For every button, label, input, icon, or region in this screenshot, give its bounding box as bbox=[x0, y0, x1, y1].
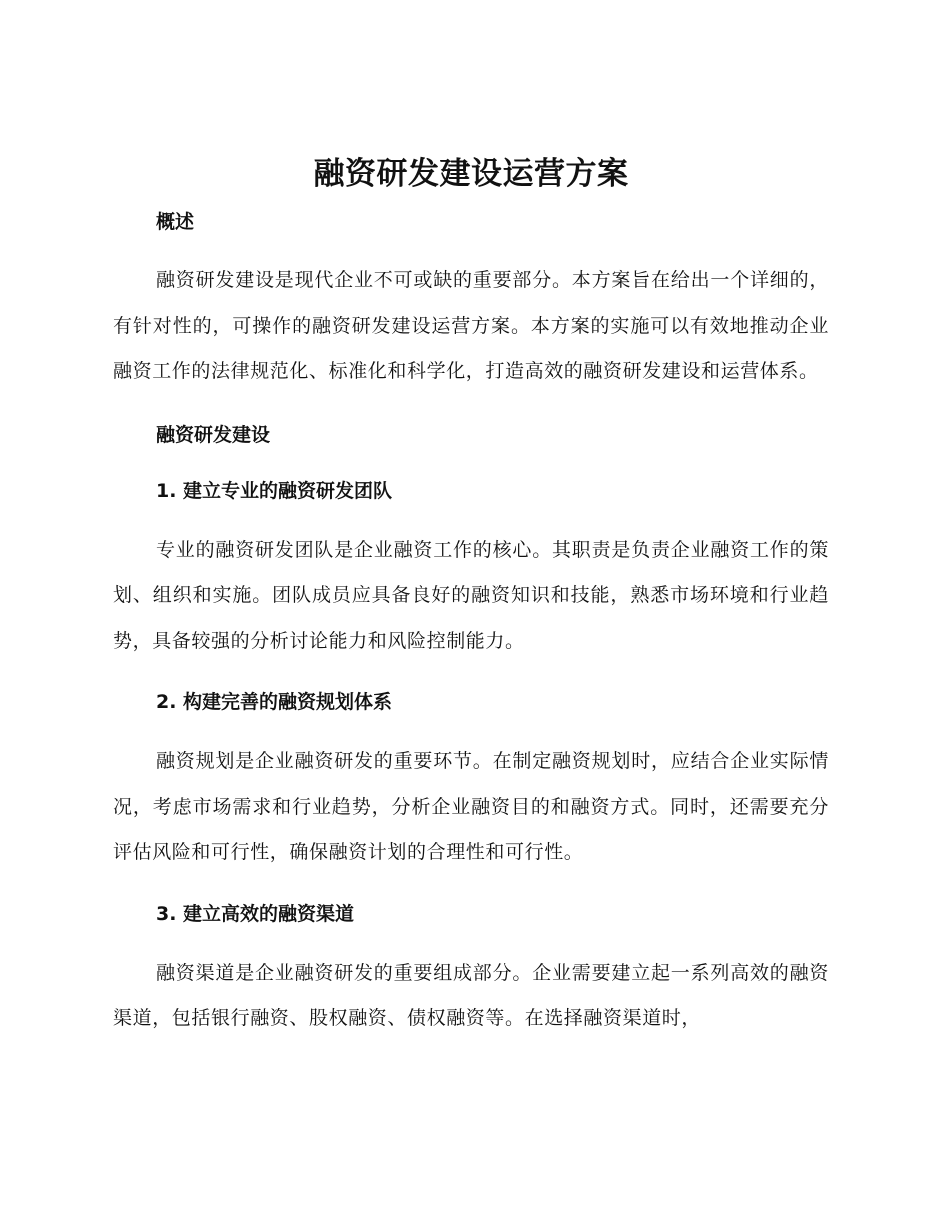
section-heading-planning: 2. 构建完善的融资规划体系 bbox=[156, 691, 393, 713]
section-heading-rd-construction: 融资研发建设 bbox=[156, 423, 271, 446]
paragraph-planning: 融资规划是企业融资研发的重要环节。在制定融资规划时，应结合企业实际情况，考虑市场需求和行业趋势，分析企业融资目的和融资方式。同时，还需要充分评估风险和可行性，确保融资计划的合理性和可行性。 bbox=[113, 750, 829, 863]
section-heading-team: 1. 建立专业的融资研发团队 bbox=[156, 479, 393, 502]
paragraph-channels: 融资渠道是企业融资研发的重要组成部分。企业需要建立起一系列高效的融资渠道，包括银行融资、股权融资、债权融资等。在选择融资渠道时， bbox=[113, 961, 829, 1029]
paragraph-team: 专业的融资研发团队是企业融资工作的核心。其职责是负责企业融资工作的策划、组织和实施。团队成员应具备良好的融资知识和技能，熟悉市场环境和行业趋势，具备较强的分析讨论能力和风险控制能力。 bbox=[113, 538, 829, 652]
document-title: 融资研发建设运营方案 bbox=[313, 156, 629, 192]
section-heading-overview: 概述 bbox=[156, 211, 195, 233]
section-heading-channels: 3. 建立高效的融资渠道 bbox=[156, 902, 355, 925]
document-body bbox=[113, 148, 829, 1042]
paragraph-overview: 融资研发建设是现代企业不可或缺的重要部分。本方案旨在给出一个详细的，有针对性的，可操作的融资研发建设运营方案。本方案的实施可以有效地推动企业融资工作的法律规范化、标准化和科学化，打造高效的融资研发建设和运营体系。 bbox=[113, 269, 829, 382]
